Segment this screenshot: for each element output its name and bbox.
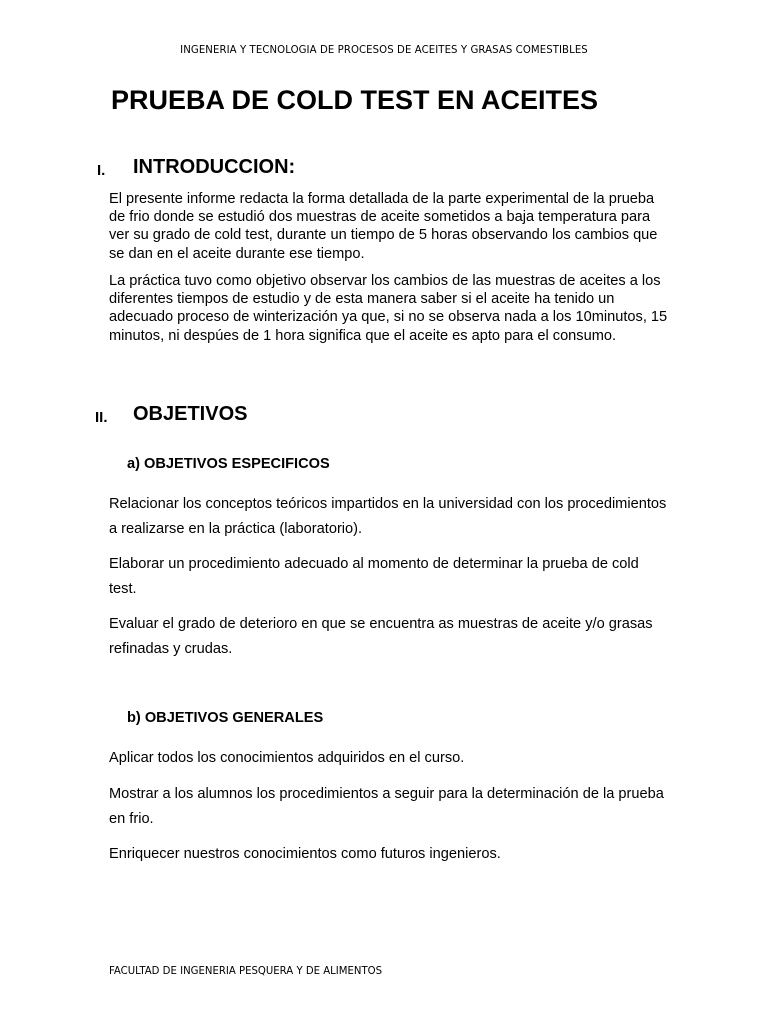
- section-2-number: II.: [95, 409, 108, 426]
- intro-paragraph-2: La práctica tuvo como objetivo observar los cambios de las muestras de aceites a los diferentes tiempos de estudio y de esta manera saber si el aceite ha tenido un adecuado proceso de winterización ya que, si no se observa nada a los 10minutos, 15 minutos, ni despúes de 1 hora significa que el aceite es apto para el consumo.: [109, 273, 668, 344]
- section-1-title: INTRODUCCION:: [133, 156, 296, 178]
- page-footer: FACULTAD DE INGENERIA PESQUERA Y DE ALIMENTOS: [109, 964, 383, 977]
- section-1-number: I.: [97, 162, 106, 179]
- section-2-title: OBJETIVOS: [133, 403, 248, 425]
- specific-objective-2: Elaborar un procedimiento adecuado al momento de determinar la prueba de cold test.: [109, 556, 639, 597]
- subsection-b-heading: b) OBJETIVOS GENERALES: [127, 710, 324, 726]
- general-objective-2: Mostrar a los alumnos los procedimientos a seguir para la determinación de la prueba en frio.: [109, 786, 664, 827]
- page-header: INGENERIA Y TECNOLOGIA DE PROCESOS DE ACEITES Y GRASAS COMESTIBLES: [180, 43, 588, 56]
- general-objective-3: Enriquecer nuestros conocimientos como futuros ingenieros.: [109, 846, 501, 862]
- general-objective-1: Aplicar todos los conocimientos adquiridos en el curso.: [109, 750, 465, 766]
- subsection-a-heading: a) OBJETIVOS ESPECIFICOS: [127, 456, 330, 472]
- document-title: PRUEBA DE COLD TEST EN ACEITES: [111, 85, 599, 115]
- intro-paragraph-1: El presente informe redacta la forma detallada de la parte experimental de la prueba de frio donde se estudió dos muestras de aceite sometidos a baja temperatura para ver su grado de cold test, durante un tiempo de 5 horas observando los cambios que se dan en el aceite durante ese tiempo.: [109, 191, 658, 262]
- specific-objective-3: Evaluar el grado de deterioro en que se encuentra as muestras de aceite y/o grasas refinadas y crudas.: [109, 616, 653, 657]
- specific-objective-1: Relacionar los conceptos teóricos impartidos en la universidad con los procedimientos a realizarse en la práctica (laboratorio).: [109, 496, 667, 537]
